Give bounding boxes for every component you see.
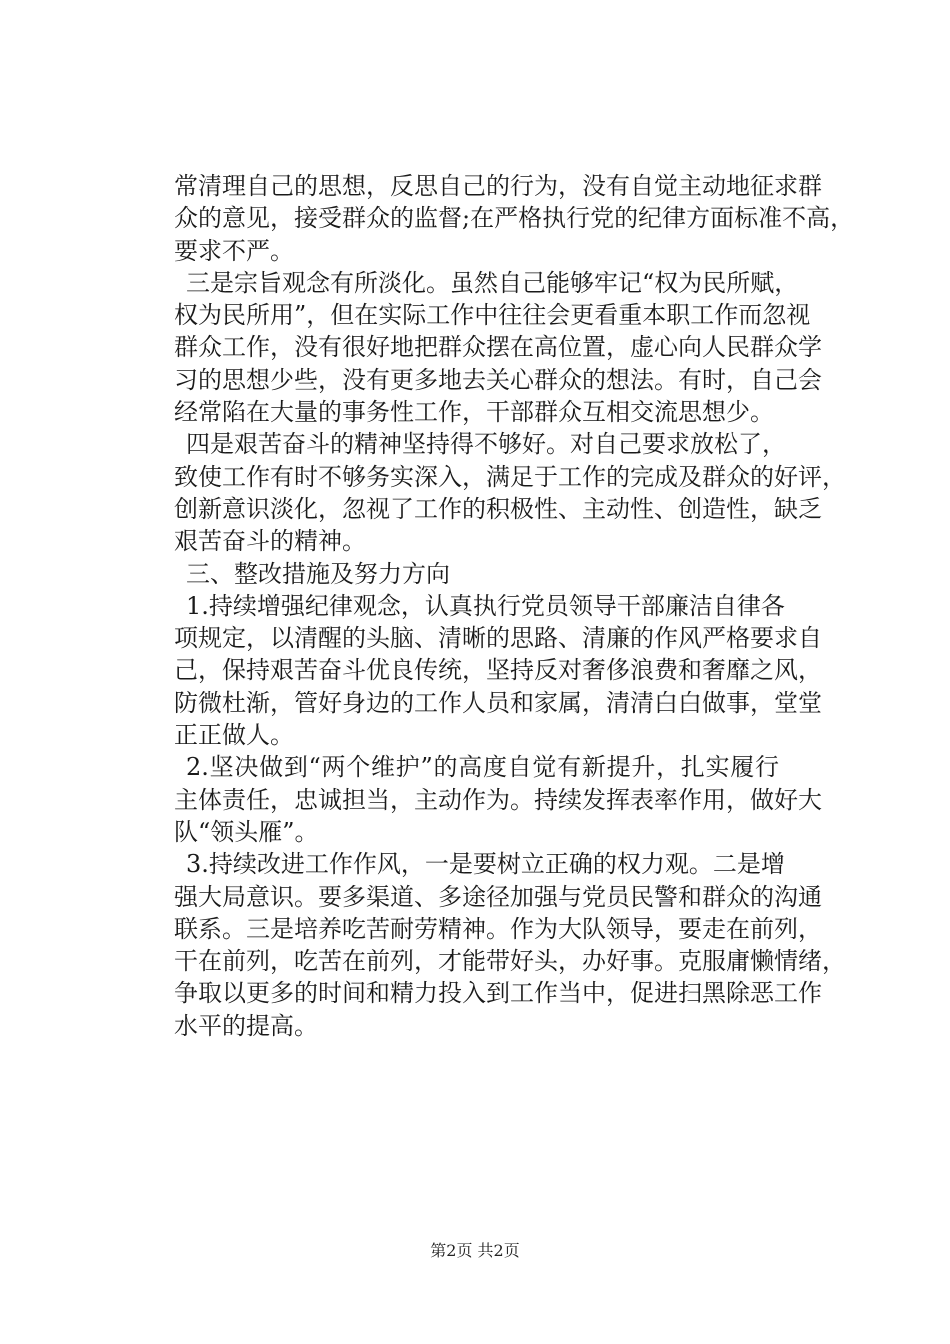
text-line: 要求不严。	[174, 236, 294, 265]
text-line: 3.持续改进工作作风，一是要树立正确的权力观。二是增	[186, 850, 785, 879]
text-line: 主体责任，忠诚担当，主动作为。持续发挥表率作用，做好大	[174, 785, 822, 814]
text-line: 防微杜渐，管好身边的工作人员和家属，清清白白做事，堂堂	[174, 688, 822, 717]
text-line: 强大局意识。要多渠道、多途径加强与党员民警和群众的沟通	[174, 882, 822, 911]
text-line: 三是宗旨观念有所淡化。虽然自己能够牢记“权为民所赋，	[186, 268, 799, 297]
text-line: 2.坚决做到“两个维护”的高度自觉有新提升，扎实履行	[186, 753, 779, 782]
page-number-footer: 第2页 共2页	[430, 1241, 520, 1260]
text-line: 常清理自己的思想，反思自己的行为，没有自觉主动地征求群	[174, 172, 822, 200]
text-line: 创新意识淡化，忽视了工作的积极性、主动性、创造性，缺乏	[174, 494, 822, 523]
text-line: 干在前列，吃苦在前列，才能带好头，办好事。克服庸懒情绪，	[174, 947, 846, 976]
text-line: 1.持续增强纪律观念，认真执行党员领导干部廉洁自律各	[186, 591, 785, 620]
text-line: 经常陷在大量的事务性工作，干部群众互相交流思想少。	[174, 398, 774, 427]
text-line: 项规定，以清醒的头脑、清晰的思路、清廉的作风严格要求自	[174, 624, 822, 653]
text-line: 四是艰苦奋斗的精神坚持得不够好。对自己要求放松了，	[186, 430, 786, 459]
text-line: 联系。三是培养吃苦耐劳精神。作为大队领导，要走在前列，	[174, 914, 822, 943]
text-line: 己，保持艰苦奋斗优良传统，坚持反对奢侈浪费和奢靡之风，	[174, 656, 822, 685]
text-line: 权为民所用”，但在实际工作中往往会更看重本职工作而忽视	[174, 301, 811, 330]
text-line: 众的意见，接受群众的监督;在严格执行党的纪律方面标准不高，	[174, 204, 855, 233]
text-line: 艰苦奋斗的精神。	[174, 527, 366, 556]
text-line: 致使工作有时不够务实深入，满足于工作的完成及群众的好评，	[174, 462, 846, 491]
text-line: 水平的提高。	[174, 1011, 318, 1040]
text-line: 正正做人。	[174, 721, 294, 750]
document-body	[174, 170, 855, 1042]
text-line: 争取以更多的时间和精力投入到工作当中，促进扫黑除恶工作	[174, 979, 822, 1008]
text-line: 习的思想少些，没有更多地去关心群众的想法。有时，自己会	[174, 365, 822, 394]
text-line: 队“领头雁”。	[174, 817, 319, 846]
text-line: 群众工作，没有很好地把群众摆在高位置，虚心向人民群众学	[174, 333, 822, 362]
section-heading: 三、整改措施及努力方向	[186, 559, 450, 588]
